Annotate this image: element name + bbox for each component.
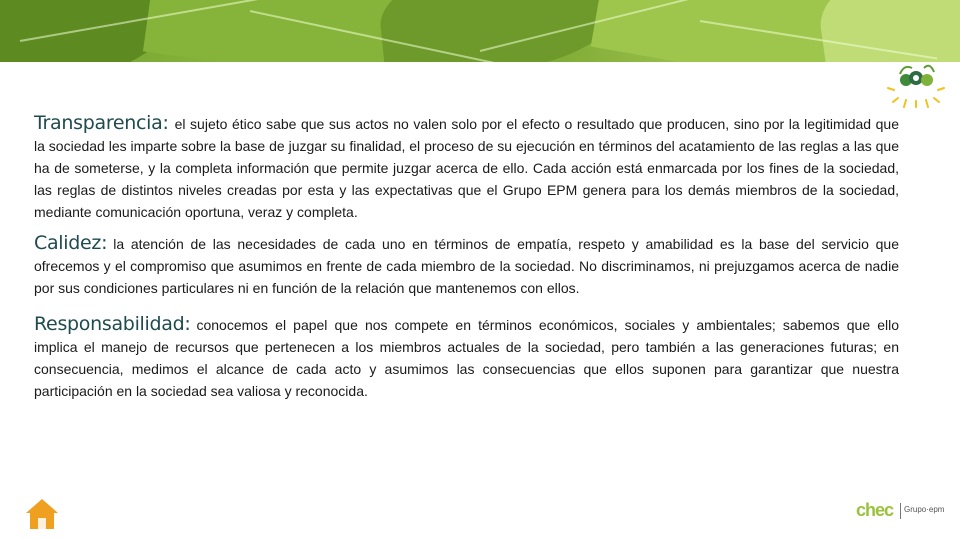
leaf-shape [143,0,417,62]
sun-logo-icon [884,60,948,108]
value-term: Responsabilidad: [34,313,191,335]
values-content [34,112,899,402]
brand-main: chec [856,500,894,520]
header-leaf-banner [0,0,960,62]
value-paragraph-transparencia [34,112,899,223]
brand-divider [900,503,901,519]
value-description: conocemos el papel que nos compete en términos económicos, sociales y ambientales; sabemos que ello implica el manejo de recursos que pertenecen a los miembros actuales de la sociedad, pero también a las generaciones futuras; en consecuencia, medimos el alcance de cada acto y asumimos las consecuencias que ellos suponen para garantizar que nuestra participación en la sociedad sea valiosa y reconocida. [34,317,899,399]
value-term: Calidez: [34,232,108,254]
leaf-shape [813,0,960,62]
chec-brand-logo [856,500,956,522]
value-paragraph-responsabilidad [34,313,899,402]
value-description: el sujeto ético sabe que sus actos no valen solo por el efecto o resultado que producen, sino por la legitimidad que la sociedad les imparte sobre la base de juzgar su finalidad, el proceso de su ejecución en términos del acatamiento de las reglas a las que ha de someterse, y la completa información que permite juzgar acerca de ello. Cada acción está enmarcada por los fines de la sociedad, las reglas de distintos niveles creadas por esta y las expectativas que el Grupo EPM genera para los demás miembros de la sociedad, mediante comunicación oportuna, veraz y completa. [34,116,899,220]
leaf-shape [375,0,625,62]
value-paragraph-calidez [34,232,899,299]
home-icon[interactable] [24,496,60,530]
value-term: Transparencia: [34,112,169,134]
value-description: la atención de las necesidades de cada uno en términos de empatía, respeto y amabilidad es la base del servicio que ofrecemos y el compromiso que asumimos en frente de cada miembro de la sociedad. No discriminamos, ni prejuzgamos acerca de nadie por sus condiciones particulares ni en función de la relación que mantenemos con ellos. [34,236,899,296]
brand-group: Grupo·epm [904,505,945,514]
